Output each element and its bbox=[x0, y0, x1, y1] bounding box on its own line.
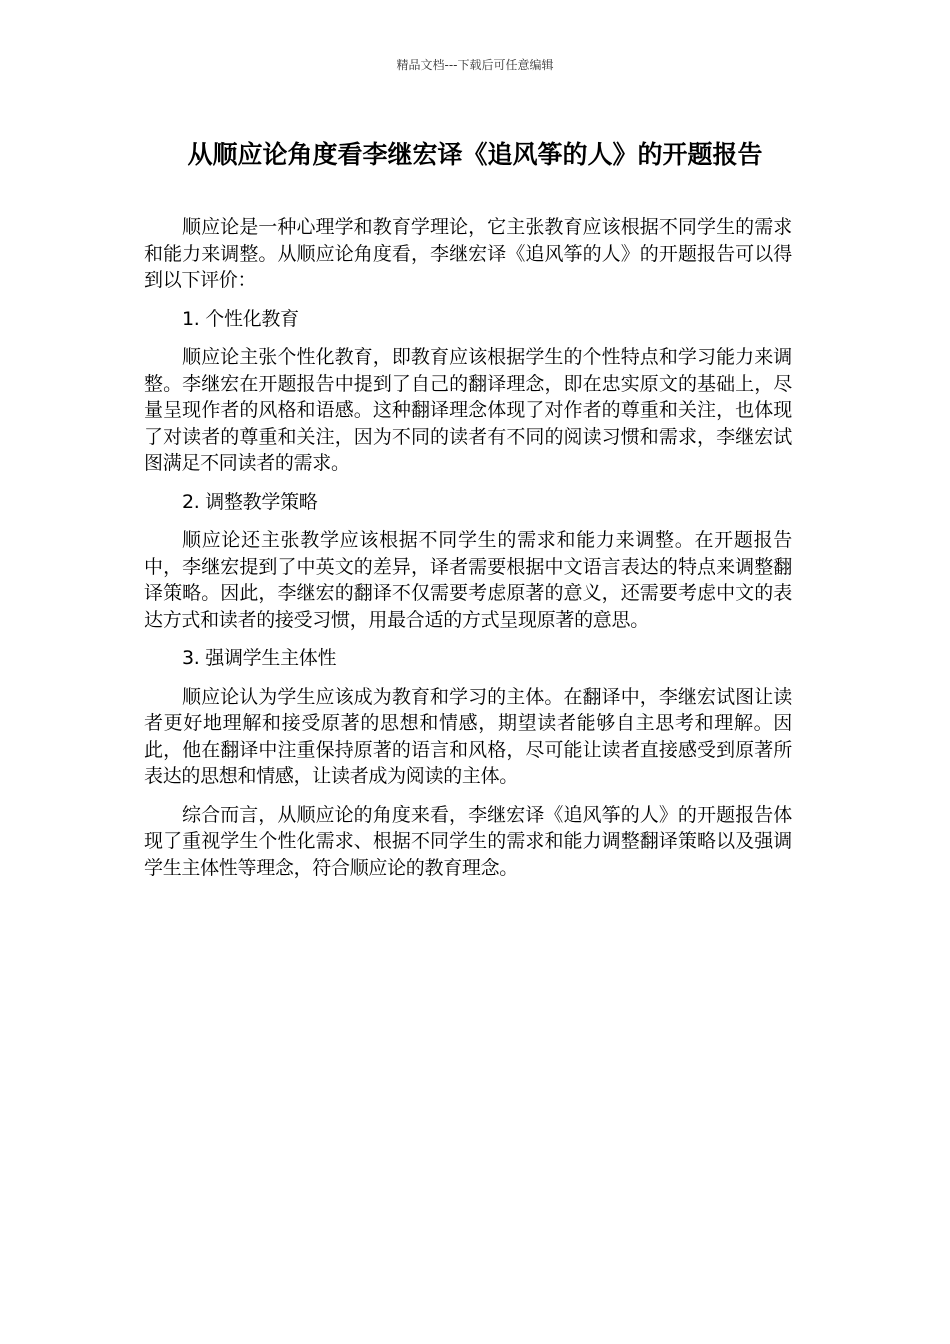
section-paragraph-1: 顺应论主张个性化教育，即教育应该根据学生的个性特点和学习能力来调整。李继宏在开题报告中提到了自己的翻译理念，即在忠实原文的基础上，尽量呈现作者的风格和语感。这种翻译理念体现了对作者的尊重和关注，也体现了对读者的尊重和关注，因为不同的读者有不同的阅读习惯和需求，李继宏试图满足不同读者的需求。 bbox=[144, 346, 792, 474]
conclusion-paragraph: 综合而言，从顺应论的角度来看，李继宏译《追风筝的人》的开题报告体现了重视学生个性化需求、根据不同学生的需求和能力调整翻译策略以及强调学生主体性等理念，符合顺应论的教育理念。 bbox=[144, 803, 792, 879]
section-heading-2: 2. 调整教学策略 bbox=[182, 490, 318, 513]
section-heading-1: 1. 个性化教育 bbox=[182, 307, 299, 330]
document-title: 从顺应论角度看李继宏译《追风筝的人》的开题报告 bbox=[187, 140, 763, 169]
section-paragraph-2: 顺应论还主张教学应该根据不同学生的需求和能力来调整。在开题报告中，李继宏提到了中英文的差异，译者需要根据中文语言表达的特点来调整翻译策略。因此，李继宏的翻译不仅需要考虑原著的意义，还需要考虑中文的表达方式和读者的接受习惯，用最合适的方式呈现原著的意思。 bbox=[144, 529, 792, 631]
section-paragraph-3: 顺应论认为学生应该成为教育和学习的主体。在翻译中，李继宏试图让读者更好地理解和接受原著的思想和情感，期望读者能够自主思考和理解。因此，他在翻译中注重保持原著的语言和风格，尽可能让读者直接感受到原著所表达的思想和情感，让读者成为阅读的主体。 bbox=[144, 685, 792, 787]
section-heading-3: 3. 强调学生主体性 bbox=[182, 647, 337, 669]
intro-paragraph: 顺应论是一种心理学和教育学理论，它主张教育应该根据不同学生的需求和能力来调整。从顺应论角度看，李继宏译《追风筝的人》的开题报告可以得到以下评价： bbox=[144, 216, 792, 291]
header-note: 精品文档---下载后可任意编辑 bbox=[396, 58, 554, 72]
document-body bbox=[144, 214, 792, 893]
